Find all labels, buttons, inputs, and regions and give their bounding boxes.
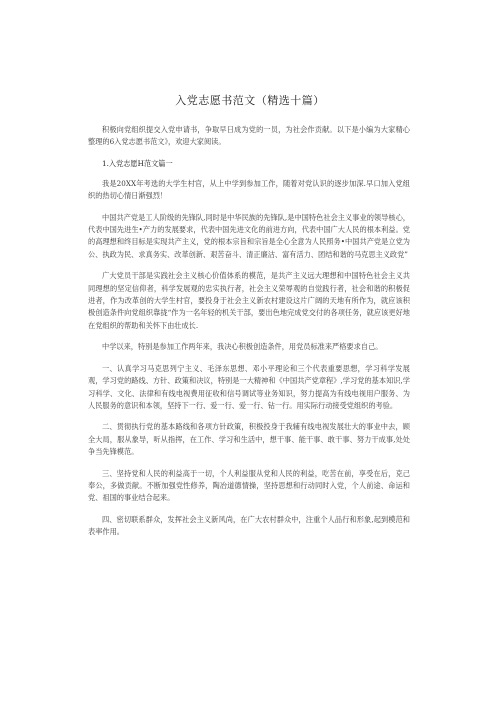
intro-paragraph: 积极向党组织提交入党申请书，争取早日成为党的一员，为社会作贡献。以下是小编为大家精心整理的6入党志愿书范文》，欢迎大家阅读。 xyxy=(88,125,410,147)
body-paragraph: 中国共产党是工人阶级的先锋队,同时是中华民族的先锋队,是中国特色社会主义事业的领导核心，代表中国先进生•产力的发展要求，代表中国先进文化的前进方向，代表中国广大人民的根本利益。党的高理想和终目标是实现共产主义，党的根本宗旨和宗旨是全心全意为人民照务•中国共产党是立党为公、执政为民、求真务实、改革创新、艰苦奋斗、清正廉沽、富有活力、团结和谐的马克思主义政党” xyxy=(88,212,410,259)
document-body xyxy=(88,124,410,548)
body-paragraph: 四、密切联系群众，发挥社会主义新风尚，在广大农村群众中，注重个人品行和形象,起到模范和表率作用。 xyxy=(88,514,410,537)
body-paragraph: 一、认真学习马克思列宁主义、毛泽东思想、邓小平理论和三个代表重要思想，学习科学发展观，学习党的路线、方针、政策和决议，特别是一大精神和《中国共产党章程》,学习党的基本知识,学习科学、文化、法律和有线电视费用征收和信号调试等业务知识，努力提高为有线电视用户服务、为人民服务的意识和本领，坚持下一行、爱一行、爱一行、钻一行。用实际行动接受党组织的考验。 xyxy=(88,363,410,410)
body-paragraph: 三、坚持党和人民的利益高于一切，个人利益服从党和人民的利益，吃苦在前，享受在后，克己奉公，多做贡献。不断加强党性修养，陶冶道德情操，坚持思想和行动同时入党，个人前途、命运和党、祖国的事业结合起来。 xyxy=(88,468,410,503)
body-paragraph: 中学以来，特别是参加工作两年来，我决心积极创造条件，用党员标准来严格要求自己。 xyxy=(102,342,383,352)
body-paragraph: 二、贯彻执行党的基本路线和各项方针政策，积极投身于我辅有线电视发展壮大的事业中去，顾全大局，服从象导，听从指挥，在工作、学习和生活中，想干事、能干事、敢干事、努力干成事,处处争当先锋模范。 xyxy=(88,422,410,457)
document-title: 入党志愿书范文（精选十篇） xyxy=(175,94,325,107)
body-paragraph: 广大党员干部是实践社会主义核心价值体系的模范，是共产主义远大理想和中国特色社会主义共同理想的坚定信仰者，科学发展观的忠实执行者，社会主义荣辱观的自觉践行者，社会和谐的积极促进者，作为改革创的大学生村官，要投身于社会主义新农村建设这片广阔的天地有所作为，就应该积极创造条件向党组织靠拢“作为一名年轻的机关干部，要出色地完成党交付的各项任务，就应该更好地在党组织的帮助和关怀下由壮成长. xyxy=(88,271,410,330)
body-paragraph: 我是20XX年考选的大学生村官，从上中学到参加工作，随着对党认识的逐步加深.早口加入党组织的热切心情日渐强烈！ xyxy=(88,178,410,201)
section-heading: 1.入党志愿H范文篇一 xyxy=(102,158,173,168)
